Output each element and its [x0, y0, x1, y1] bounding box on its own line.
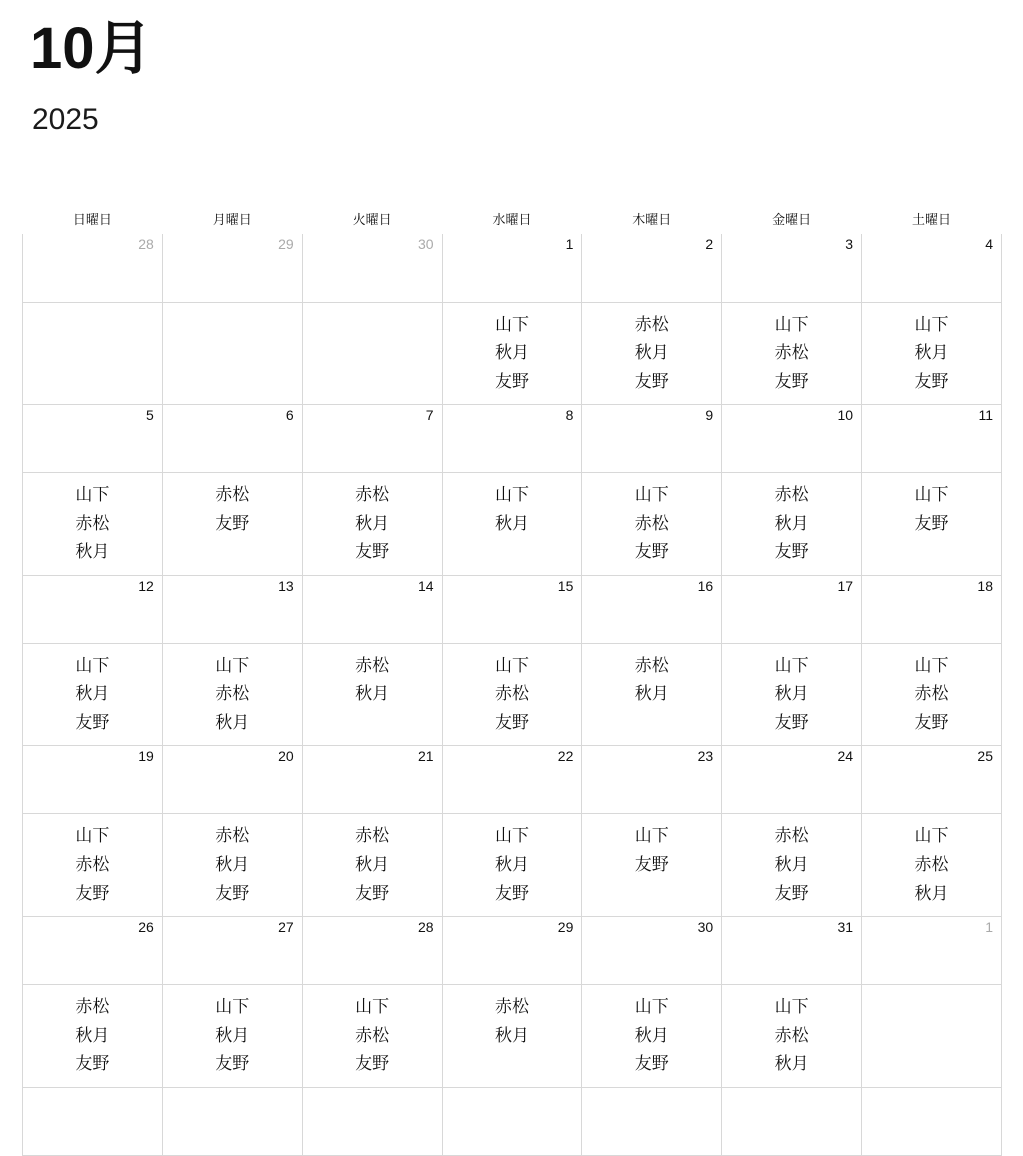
- event-label[interactable]: 友野: [215, 513, 250, 533]
- event-label[interactable]: 山下: [355, 997, 390, 1017]
- day-events: [443, 473, 582, 546]
- day-events: [722, 473, 861, 575]
- event-label[interactable]: 友野: [494, 712, 529, 732]
- event-label[interactable]: 赤松: [215, 684, 250, 704]
- weekday-header-thursday: 木曜日: [632, 212, 672, 227]
- day-number-cell[interactable]: [582, 917, 722, 985]
- event-label[interactable]: 赤松: [774, 485, 809, 505]
- event-label[interactable]: 赤松: [215, 826, 250, 846]
- day-events: [443, 303, 582, 405]
- day-number: 19: [138, 748, 154, 765]
- day-cell[interactable]: [23, 473, 163, 576]
- day-cell[interactable]: [862, 643, 1002, 746]
- event-label[interactable]: 友野: [494, 371, 529, 391]
- day-number-cell[interactable]: [862, 917, 1002, 985]
- event-label[interactable]: 赤松: [75, 513, 110, 533]
- day-number-cell[interactable]: [302, 405, 442, 473]
- event-label[interactable]: 友野: [75, 1054, 110, 1074]
- day-number-cell[interactable]: [302, 917, 442, 985]
- day-number-cell[interactable]: [582, 405, 722, 473]
- event-label[interactable]: 友野: [215, 883, 250, 903]
- event-label[interactable]: 山下: [774, 655, 809, 675]
- calendar-grid: [22, 205, 1002, 1156]
- day-number-cell[interactable]: [162, 405, 302, 473]
- weekday-header-sunday: 日曜日: [72, 212, 112, 227]
- event-label[interactable]: 秋月: [215, 1025, 250, 1045]
- day-number: 21: [417, 748, 434, 765]
- day-cell[interactable]: [302, 643, 442, 746]
- day-number-cell[interactable]: [722, 746, 862, 814]
- day-events: [862, 985, 1001, 1001]
- day-events: [23, 985, 162, 1087]
- event-label[interactable]: 赤松: [774, 343, 809, 363]
- day-events: [303, 985, 442, 1087]
- event-label[interactable]: 赤松: [355, 826, 390, 846]
- day-cell[interactable]: [162, 1087, 302, 1155]
- day-events: [163, 985, 302, 1087]
- day-events: [303, 303, 442, 319]
- event-label[interactable]: 友野: [774, 712, 809, 732]
- event-label[interactable]: 赤松: [774, 826, 809, 846]
- event-label[interactable]: 秋月: [634, 684, 669, 704]
- week-daynum-row: [23, 405, 1002, 473]
- day-number-cell[interactable]: [722, 575, 862, 643]
- event-label[interactable]: 山下: [494, 826, 529, 846]
- event-label[interactable]: 秋月: [75, 1025, 110, 1045]
- event-label[interactable]: 友野: [914, 513, 949, 533]
- day-events: [722, 644, 861, 746]
- day-events: [862, 303, 1001, 405]
- calendar-body: [23, 234, 1002, 1155]
- event-label[interactable]: 山下: [774, 997, 809, 1017]
- event-label[interactable]: 秋月: [914, 883, 949, 903]
- day-number: 16: [697, 577, 714, 594]
- day-events: [722, 985, 861, 1087]
- day-events: [443, 985, 582, 1058]
- day-cell[interactable]: [302, 814, 442, 917]
- day-number-cell[interactable]: [722, 405, 862, 473]
- day-number: 30: [417, 236, 434, 252]
- event-label[interactable]: 山下: [494, 314, 529, 334]
- year-title: 2025: [32, 102, 99, 136]
- day-cell[interactable]: [862, 814, 1002, 917]
- event-label[interactable]: 赤松: [355, 1025, 390, 1045]
- day-events: [303, 644, 442, 717]
- weekday-header-row: [23, 205, 1002, 234]
- day-number-cell[interactable]: [862, 405, 1002, 473]
- event-label[interactable]: 赤松: [914, 684, 949, 704]
- event-label[interactable]: 友野: [494, 883, 529, 903]
- day-number-cell[interactable]: [23, 405, 163, 473]
- day-cell[interactable]: [302, 1087, 442, 1155]
- day-cell[interactable]: [722, 473, 862, 576]
- event-label[interactable]: 赤松: [355, 485, 390, 505]
- event-label[interactable]: 山下: [75, 655, 110, 675]
- week-events-row: [23, 302, 1002, 405]
- day-events: [722, 814, 861, 916]
- page-header: [0, 0, 1023, 136]
- day-number: 17: [837, 577, 854, 594]
- day-number-cell[interactable]: [722, 917, 862, 985]
- week-daynum-row: [23, 746, 1002, 814]
- event-label[interactable]: 山下: [914, 655, 949, 675]
- day-number-cell[interactable]: [23, 917, 163, 985]
- day-number-cell[interactable]: [862, 234, 1002, 302]
- day-events: [443, 814, 582, 916]
- event-label[interactable]: 秋月: [494, 1025, 529, 1045]
- day-number: 28: [417, 919, 434, 936]
- event-label[interactable]: 赤松: [215, 485, 250, 505]
- weekday-header-wednesday: 水曜日: [492, 212, 532, 227]
- day-events: [163, 644, 302, 746]
- event-label[interactable]: 友野: [355, 883, 390, 903]
- event-label[interactable]: 友野: [355, 1054, 390, 1074]
- day-number-cell[interactable]: [582, 234, 722, 302]
- month-title: 10月: [30, 16, 153, 81]
- day-events: [163, 303, 302, 319]
- event-label[interactable]: 友野: [634, 371, 669, 391]
- event-label[interactable]: 秋月: [774, 1054, 809, 1074]
- day-cell[interactable]: [582, 1087, 722, 1155]
- day-number: 29: [278, 236, 294, 252]
- day-events: [862, 644, 1001, 746]
- day-number: 12: [138, 577, 154, 594]
- day-number-cell[interactable]: [862, 575, 1002, 643]
- event-label[interactable]: 秋月: [355, 513, 390, 533]
- day-number: 25: [977, 748, 993, 765]
- day-number-cell[interactable]: [722, 234, 862, 302]
- day-cell[interactable]: [302, 473, 442, 576]
- event-label[interactable]: 赤松: [774, 1025, 809, 1045]
- day-events: [163, 473, 302, 546]
- event-label[interactable]: 友野: [774, 371, 809, 391]
- day-number: 22: [557, 748, 574, 765]
- day-events: [303, 473, 442, 575]
- day-cell[interactable]: [442, 643, 582, 746]
- week-events-row: [23, 985, 1002, 1088]
- day-cell[interactable]: [722, 985, 862, 1088]
- event-label[interactable]: 赤松: [75, 854, 110, 874]
- event-label[interactable]: 秋月: [914, 343, 949, 363]
- event-label[interactable]: 友野: [215, 1054, 250, 1074]
- day-number-cell[interactable]: [442, 917, 582, 985]
- day-cell[interactable]: [442, 1087, 582, 1155]
- next-week-partial-row: [23, 1087, 1002, 1155]
- week-daynum-row: [23, 234, 1002, 302]
- event-label[interactable]: 秋月: [774, 684, 809, 704]
- day-number: 1: [985, 919, 993, 936]
- event-label[interactable]: 友野: [634, 1054, 669, 1074]
- day-events: [23, 473, 162, 575]
- day-cell[interactable]: [442, 985, 582, 1088]
- day-number: 28: [138, 236, 154, 252]
- day-events: [582, 303, 721, 405]
- day-cell[interactable]: [162, 643, 302, 746]
- calendar-head: [23, 205, 1002, 234]
- day-cell[interactable]: [23, 643, 163, 746]
- event-label[interactable]: 赤松: [494, 684, 529, 704]
- day-number: 24: [837, 748, 854, 765]
- day-number-cell[interactable]: [442, 575, 582, 643]
- day-cell[interactable]: [862, 1087, 1002, 1155]
- event-label[interactable]: 赤松: [634, 314, 669, 334]
- day-cell[interactable]: [162, 985, 302, 1088]
- event-label[interactable]: 秋月: [215, 854, 250, 874]
- event-label[interactable]: 友野: [75, 883, 110, 903]
- weekday-header-saturday: 土曜日: [912, 212, 952, 227]
- day-events: [582, 644, 721, 717]
- event-label[interactable]: 秋月: [774, 513, 809, 533]
- event-label[interactable]: 山下: [914, 826, 949, 846]
- day-cell[interactable]: [862, 302, 1002, 405]
- event-label[interactable]: 山下: [75, 485, 110, 505]
- day-cell[interactable]: [582, 302, 722, 405]
- event-label[interactable]: 秋月: [75, 542, 110, 562]
- day-cell[interactable]: [162, 473, 302, 576]
- day-number-cell[interactable]: [162, 575, 302, 643]
- event-label[interactable]: 友野: [774, 883, 809, 903]
- event-label[interactable]: 友野: [634, 854, 669, 874]
- event-label[interactable]: 友野: [75, 712, 110, 732]
- day-number-cell[interactable]: [23, 575, 163, 643]
- weekday-header-friday: 金曜日: [772, 212, 812, 227]
- day-number-cell[interactable]: [442, 746, 582, 814]
- day-number: 13: [278, 577, 294, 594]
- event-label[interactable]: 秋月: [355, 854, 390, 874]
- week-daynum-row: [23, 917, 1002, 985]
- day-number: 2: [705, 236, 714, 252]
- day-number-cell[interactable]: [302, 234, 442, 302]
- day-cell[interactable]: [23, 985, 163, 1088]
- day-number: 30: [697, 919, 714, 936]
- day-number-cell[interactable]: [442, 405, 582, 473]
- day-number: 20: [278, 748, 294, 765]
- day-number: 4: [985, 236, 993, 252]
- day-number-cell[interactable]: [862, 746, 1002, 814]
- week-events-row: [23, 814, 1002, 917]
- event-label[interactable]: 秋月: [634, 1025, 669, 1045]
- week-events-row: [23, 643, 1002, 746]
- day-number-cell[interactable]: [582, 575, 722, 643]
- event-label[interactable]: 赤松: [355, 655, 390, 675]
- day-number: 7: [425, 407, 434, 424]
- day-events: [722, 303, 861, 405]
- day-number: 26: [138, 919, 154, 936]
- event-label[interactable]: 友野: [634, 542, 669, 562]
- event-label[interactable]: 山下: [215, 655, 250, 675]
- day-number-cell[interactable]: [23, 746, 163, 814]
- day-number: 3: [845, 236, 854, 252]
- event-label[interactable]: 秋月: [494, 854, 529, 874]
- day-number: 8: [565, 407, 574, 424]
- event-label[interactable]: 赤松: [494, 997, 529, 1017]
- day-events: [303, 814, 442, 916]
- day-number-cell[interactable]: [582, 746, 722, 814]
- day-cell[interactable]: [23, 1087, 163, 1155]
- weekday-header-monday: 月曜日: [212, 212, 252, 227]
- day-number-cell[interactable]: [23, 234, 163, 302]
- event-label[interactable]: 赤松: [75, 997, 110, 1017]
- day-number: 6: [285, 407, 294, 424]
- event-label[interactable]: 友野: [914, 371, 949, 391]
- event-label[interactable]: 山下: [914, 314, 949, 334]
- day-number: 15: [557, 577, 574, 594]
- day-number: 23: [697, 748, 714, 765]
- day-number-cell[interactable]: [302, 575, 442, 643]
- day-events: [443, 644, 582, 746]
- day-cell[interactable]: [442, 814, 582, 917]
- day-number-cell[interactable]: [442, 234, 582, 302]
- day-events: [23, 644, 162, 746]
- day-cell[interactable]: [442, 302, 582, 405]
- day-cell[interactable]: [302, 302, 442, 405]
- calendar-table: [22, 205, 1002, 1156]
- day-number-cell[interactable]: [162, 917, 302, 985]
- week-events-row: [23, 473, 1002, 576]
- day-number: 5: [146, 407, 154, 424]
- event-label[interactable]: 秋月: [634, 343, 669, 363]
- day-cell[interactable]: [722, 302, 862, 405]
- day-number: 18: [977, 577, 993, 594]
- event-label[interactable]: 友野: [774, 542, 809, 562]
- event-label[interactable]: 赤松: [634, 655, 669, 675]
- day-cell[interactable]: [162, 814, 302, 917]
- event-label[interactable]: 秋月: [774, 854, 809, 874]
- day-number: 31: [837, 919, 854, 936]
- week-daynum-row: [23, 575, 1002, 643]
- day-cell[interactable]: [23, 814, 163, 917]
- day-number: 29: [557, 919, 574, 936]
- day-events: [582, 985, 721, 1087]
- day-events: [862, 473, 1001, 546]
- event-label[interactable]: 山下: [494, 655, 529, 675]
- event-label[interactable]: 友野: [914, 712, 949, 732]
- day-events: [862, 814, 1001, 916]
- event-label[interactable]: 山下: [634, 826, 669, 846]
- day-events: [582, 473, 721, 575]
- day-cell[interactable]: [162, 302, 302, 405]
- day-cell[interactable]: [442, 473, 582, 576]
- event-label[interactable]: 赤松: [914, 854, 949, 874]
- day-number: 10: [837, 407, 854, 424]
- event-label[interactable]: 秋月: [75, 684, 110, 704]
- day-number-cell[interactable]: [162, 234, 302, 302]
- event-label[interactable]: 秋月: [215, 712, 250, 732]
- event-label[interactable]: 山下: [634, 997, 669, 1017]
- day-events: [23, 303, 162, 319]
- day-number: 27: [278, 919, 294, 936]
- event-label[interactable]: 山下: [774, 314, 809, 334]
- event-label[interactable]: 山下: [494, 485, 529, 505]
- day-number-cell[interactable]: [302, 746, 442, 814]
- day-number-cell[interactable]: [162, 746, 302, 814]
- event-label[interactable]: 友野: [355, 542, 390, 562]
- day-events: [163, 814, 302, 916]
- day-cell[interactable]: [862, 985, 1002, 1088]
- event-label[interactable]: 赤松: [634, 513, 669, 533]
- day-cell[interactable]: [722, 1087, 862, 1155]
- day-cell[interactable]: [582, 985, 722, 1088]
- day-cell[interactable]: [23, 302, 163, 405]
- day-cell[interactable]: [862, 473, 1002, 576]
- day-number: 14: [417, 577, 434, 594]
- event-label[interactable]: 山下: [914, 485, 949, 505]
- day-events: [23, 814, 162, 916]
- day-cell[interactable]: [582, 814, 722, 917]
- day-cell[interactable]: [302, 985, 442, 1088]
- day-cell[interactable]: [582, 473, 722, 576]
- event-label[interactable]: 秋月: [494, 343, 529, 363]
- event-label[interactable]: 山下: [634, 485, 669, 505]
- day-events: [582, 814, 721, 887]
- event-label[interactable]: 秋月: [494, 513, 529, 533]
- day-cell[interactable]: [722, 643, 862, 746]
- event-label[interactable]: 秋月: [355, 684, 390, 704]
- day-number: 9: [705, 407, 714, 424]
- event-label[interactable]: 山下: [215, 997, 250, 1017]
- day-cell[interactable]: [582, 643, 722, 746]
- day-number: 1: [565, 236, 574, 252]
- event-label[interactable]: 山下: [75, 826, 110, 846]
- weekday-header-tuesday: 火曜日: [352, 212, 392, 227]
- day-cell[interactable]: [722, 814, 862, 917]
- day-number: 11: [978, 407, 993, 424]
